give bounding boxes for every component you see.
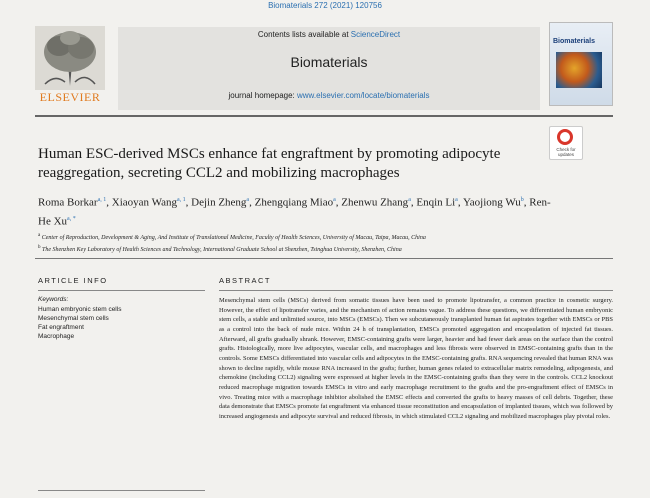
author-name[interactable]: Yaojiong Wu [462,196,521,209]
keywords-list [38,305,121,341]
author-separator: , [457,196,463,209]
affiliation-line [38,231,598,243]
author-affiliation-mark[interactable]: a [455,197,458,203]
article-info-heading: ARTICLE INFO [38,276,108,285]
keywords-label: Keywords: [38,296,69,303]
author-name[interactable]: Zhenwu Zhang [341,196,409,209]
author-name[interactable]: Enqin Li [416,196,456,209]
article-info-bottom-rule [38,490,205,491]
affiliations [38,231,598,255]
check-updates-icon [557,129,573,145]
author-separator: , [523,196,530,209]
journal-name: Biomaterials [290,54,368,70]
author-name[interactable]: Ren-He Xu [38,196,551,228]
affiliation-mark: b [38,245,41,250]
keyword-item: Human embryonic stem cells [38,306,122,313]
keyword-item: Fat engraftment [38,324,84,331]
contents-prefix: Contents lists available at [257,30,351,39]
author-list [38,192,558,229]
author-affiliation-mark[interactable]: b [520,197,524,203]
author-affiliation-mark[interactable]: a [246,197,250,203]
author-affiliation-mark[interactable]: a [333,197,336,203]
author-separator: , [335,196,342,209]
homepage-line [118,91,540,100]
affiliation-text: Center of Reproduction, Development & Aging, And Institute of Translational Medicine, Faculty of Health Sciences, University of Macau, Taipa, Macau, China [40,235,426,241]
author-separator: , [249,196,255,209]
elsevier-wordmark[interactable]: ELSEVIER [39,90,101,104]
author-name[interactable]: Xiaoyan Wang [111,196,177,209]
author-name[interactable]: Zhengqiang Miao [254,196,334,209]
keyword-item: Mesenchymal stem cells [38,315,109,322]
article-info-rule [38,290,205,291]
author-separator: , [185,196,192,209]
affiliation-text: The Shenzhen Key Laboratory of Health Sciences and Technology, International Graduate School at Shenzhen, Tsinghua University, Shenzhen, China [40,247,402,253]
homepage-prefix: journal homepage: [228,91,297,100]
author-affiliation-mark[interactable]: a, * [67,215,76,222]
affiliation-mark: a [38,233,41,238]
contents-line [118,30,540,39]
author-affiliation-mark[interactable]: a [408,197,411,203]
author-affiliation-mark[interactable]: a, 1 [97,197,107,203]
sciencedirect-link[interactable]: ScienceDirect [350,30,401,39]
header-rule [35,115,613,117]
article-title: Human ESC-derived MSCs enhance fat engraftment by promoting adipocyte reaggregation, secreting CCL2 and mobilizing macrophages [38,146,501,181]
abstract-text: Mesenchymal stem cells (MSCs) derived from somatic tissues have been used to promote lipotransfer, a common practice in cosmetic surgery. However, the effect of lipotransfer varies, and the mechanism of action remains vague. To address these questions, we differentiated human embryonic stem cells, a stable and unlimited source, into MSCs (EMSCs). Then we subcutaneously transplanted human fat aspirates together with EMSCs or PBS as a control into the back of nude mice. Within 24 h of transplantation, EMSCs promoted aggregation and encapsulation of injected fat tissues. Afterward, all grafts gradually shrank. However, EMSC-containing grafts were larger, heavier and had fewer dark areas on the surface than the control grafts. Histologically, more live adipocytes, vascular cells, and macrophages and less fibrosis were observed in EMSC-containing grafts than in the controls. Some EMSCs differentiated into vascular cells and adipocytes in the EMSC-containing grafts. RNA sequencing revealed that human RNA was shown to decline rapidly, while mouse RNA increased in the grafts; further, human genes related to extracellular matrix remodeling, adipogenesis, and chemokine (including CCL2) signaling were expressed at higher levels in the EMSC-containing grafts than they were in the controls. CCL2 knockout reduced macrophage migration towards EMSCs in vitro and early macrophage recruitment to the grafts and the pro-engraftment effect of EMSCs in vivo. Treating mice with a macrophage inhibitor abolished the EMSC effects and converted the grafts to heavy masses of cell debris. Together, these data demonstrate that EMSCs promote fat engraftment via enhanced tissue reconstitution and encapsulation of implanted tissues, which was followed by increased angiogenesis and adipocyte survival and reduced fibrosis, in which stimulated CCL2 signaling and mobilized macrophages play pivotal roles. [219,297,613,420]
journal-citation-link[interactable]: Biomaterials 272 (2021) 120756 [268,1,382,10]
cover-artwork [556,52,602,88]
section-rule [35,258,613,259]
author-separator: , [106,196,112,209]
author-affiliation-mark[interactable]: a, 1 [176,197,186,203]
journal-homepage-link[interactable]: www.elsevier.com/locate/biomaterials [297,91,430,100]
cover-title: Biomaterials [553,38,596,45]
affiliation-line [38,243,598,255]
author-separator: , [410,196,417,209]
abstract-rule [219,290,613,291]
check-updates-label: Check for updates [556,147,576,157]
author-name[interactable]: Dejin Zheng [191,196,247,209]
abstract-heading: ABSTRACT [219,276,272,285]
keyword-item: Macrophage [38,333,75,340]
author-name[interactable]: Roma Borkar [38,196,98,209]
